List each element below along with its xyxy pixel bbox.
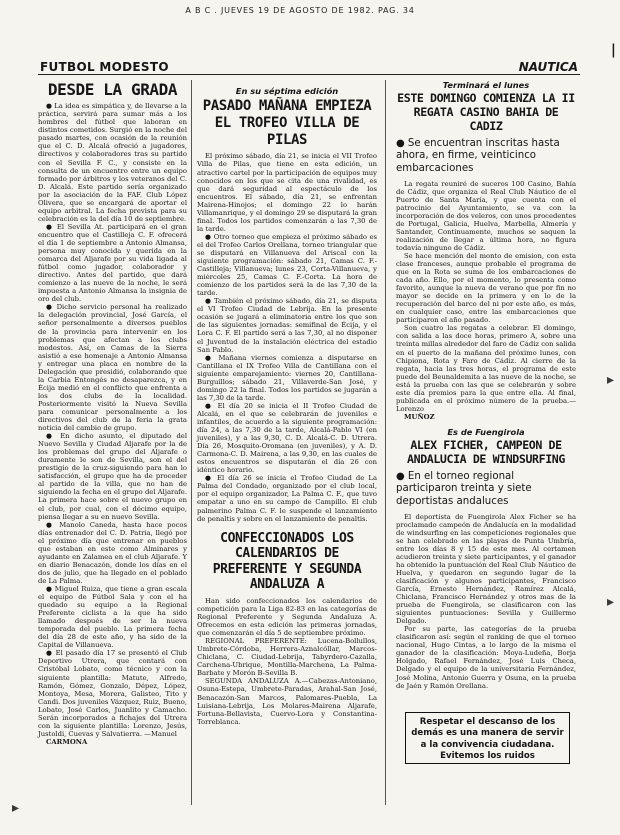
subhead-text: En el torneo regional participaron treinta y siete deportistas andaluces [396, 470, 532, 507]
section-title-right: NAUTICA [518, 60, 578, 74]
col2-paragraph: ● Mañana viernes comienza a disputarse en Cantillana el IX Trofeo Villa de Cantillana con el siguiente emparejamiento: viernes 20, Cantillana-Burguillos; sábado 21, Villaverde-San José, y domingo 22 la final. Todos los partidos se jugarán a las 7,30 de la tarde. [197, 353, 377, 402]
col3-paragraph: La regata reuniré de suceros 100 Casino, Bahía de Cádiz, que organiza el Real Club Náutico de el Puerto de Santa María, y que cuenta con el patrocinio del Ayuntamiento, se va con la incorporación de dos veleros, con unos procedentes de Portugal, Galicia, Huelva, Marbella, Almería y Santander, Continuamente, muchos se saquen la realización de llegar a última hora, no figura todavía ninguno de Cádiz. [396, 179, 576, 252]
headline-calendarios: CONFECCIONADOS LOS CALENDARIOS DE PREFERENTE Y SEGUNDA ANDALUZA A [212, 530, 362, 593]
headline-alex-ficher: ALEX FICHER, CAMPEON DE ANDALUCIA DE WINDSURFING [407, 438, 565, 466]
kicker-terminara-el-lunes: Terminará el lunes [442, 80, 530, 90]
col2-paragraph: ● Otro torneo que empieza el próximo sábado es el del Trofeo Carlos Orellana, torneo triangular que se disputará en Villanueva del Ariscal con la siguiente programación: sábado 21, Camas C. F.-Castilleja; Villanueva; lunes 23, Corta-Villanueva, y miércoles 25, Camas C. F.-Corta. La hora de comienzo de los partidos será la de las 7,30 de la tarde. [197, 232, 377, 298]
col1-paragraph: ● El Sevilla At. participará en el gran encuentro que el Castilleja C. F. ofrecerá el día 1 de septiembre a Antonio Almansa, persona muy conocida y querida en la comarca del Aljarafe por su vida ligada al fútbol como jugador, colaborador y directivo. Antes del partido, que dará comienzo a las nueve de la noche, le será impuesta a Antonio Almansa la insignia de oro del club. [38, 222, 187, 304]
col2-paragraph: El próximo sábado, día 21, se inicia el VII Trofeo Villa de Pilas, que tiene en esta edición, un atractivo cartel por la participación de equipos muy conocidos en los que se cita de una rivalidad, es que dará seguridad al espectáculo de los encuentros. El sábado, día 21, se enfrentan Mairena-Hinojos; el domingo 22 lo harán Villamanrique, y el domingo 29 se disputará la gran final. Todos los partidos comenzarán a las 7,30 de la tarde. [197, 152, 377, 233]
col1-paragraph: ● El pasado día 17 se presentó el Club Deportivo Utrera, que contará con Cristóbal Lobato, como técnico y con la siguiente plantilla: Matute, Alfredo, Ramón, Gómez, Gonzalo, Dépez, López, Montoya, Mesa, Morera, Galisteo, Tito y Candi. Dos juveniles Vázquez, Ruiz, Bueno, Lobato, José Carlos, Juanlito y Camacho. Serán incorporados a fichajes del Utrera con la siguiente plantilla: Lorenzo, Jesús, Justoldi, Cuevas y Salvatierra. —Manuel [38, 649, 187, 738]
col3-author: MUÑOZ [404, 412, 435, 421]
col1-paragraph: ● Dicho servicio personal ha realizado la delegación provincial, José García, el señor personalmente a diversos pueblos de la provincia para intervenir en los problemas que afectan a los clubs modestos. Así, en Camas de la Sierra asistió a ese homenaje a Antonio Almansa y entregar una placa en nombre de la Delegación que presidió, colaborando que la Carbia Entongés no desaparezca, y en Écija medió en el conflicto que enfrenta a los dos clubs de la localidad. Posteriormente visitó la Nueva Sevilla para comunicar personalmente a los directivos del club de la feria la grata noticia del cambio de grupo. [38, 303, 187, 433]
ad-box-ruidos: Respetar el descanso de los demás es una manera de servir a la convivencia ciudadana. Evitemos los ruidos [405, 712, 570, 764]
column-futbol-modesto [38, 80, 187, 746]
col2-paragraph: ● El día 20 se inicia el II Trofeo Ciudad de Alcalá, en el que se celebrarán de juveniles e infantiles, de acuerdo a la siguiente programación: día 24, a las 7,30 de la tarde, Alcalá-Pablo VI (en juveniles), y a las 9,30, C. D. Alcalá-C. D. Utrera. Día 26, Mosquito-Oromana (en juveniles), y A. D. Carmona-C. D. Mairena, a las 9,30, en las cuales de estos encuentros se disputarán el día 26 con idéntico horario. [197, 401, 377, 475]
headline-desde-la-grada: DESDE LA GRADA [47, 80, 178, 99]
headline-regata-casino-bahia: ESTE DOMINGO COMIENZA LA II REGATA CASINO BAHIA DE CADIZ [397, 91, 575, 133]
top-rule [38, 74, 580, 75]
column-nautica [396, 80, 576, 690]
col2-paragraph: ● También el próximo sábado, día 21, se disputa el VI Trofeo Ciudad de Lebrija. En la presente ocasión se jugará a eliminatoria entre los que son de las siguientes jornadas: semifinal de Écija, y el Lora C. F. El partido será a las 7,30, al no disponer el Juventud de la instalación eléctrica del estadio San Pablo. [197, 297, 377, 354]
col2-paragraph: SEGUNDA ANDALUZA A.—Cabezas-Antoniano, Osuna-Estepa, Umbrete-Paradas, Arahal-San José, Benacazón-San Marcos, Palomares-Puebla, La Luisiana-Lebrija, Los Molares-Mairena Aljarafe, Fortuna-Bellavista, Cuervo-Lora y Constantina-Torreblanca. [197, 677, 377, 726]
col3-paragraph: El deportista de Fuengirola Alex Ficher se ha proclamado campeón de Andalucía en la modalidad de windsurfing en las competiciones regionales que se han celebrado en las playas de Punta Umbría, entre los días 8 y 15 de este mes. Al certamen acudieron treinta y siete participantes, y el ganador ha obtenido la puntuación del Real Club Náutico de Huelva, y quedaron en segundo lugar de la clasificación y algunos participantes, Francisco García, Ernesto Hernández, Ramírez Alcalá, Chiclana, Francisco Hernández y otros mas de la prueba de Fuengirola, se clasificaron con las siguientes puntuaciones: Sevilla y Guillermo Delgado. [396, 512, 576, 626]
header-edge-mark: | [610, 42, 616, 58]
column-trofeos [197, 86, 377, 726]
col1-paragraph: ● En dicho asunto, el diputado del Nuevo Sevilla y Ciudad Aljarafe por la de los problemas del grupo del Aljarafe o duramente le son de Sevilla, son el del prestigio de la cruz-siguiendo para han lo satisfacción, el grupo que ha de proceder al partido de la villa, que no han de siguiendo la fecha en el grupo del Aljarafe. La primera hace sobre el nuevo grupo en el club, por cual, con el décimo equipo, piensa llegar a su en nuevo Sevilla. [38, 432, 187, 521]
kicker-es-de-fuengirola: Es de Fuengirola [447, 426, 525, 437]
section-title-left: FUTBOL MODESTO [40, 60, 169, 74]
edge-mark-icon: ▸ [12, 800, 20, 816]
subhead-text: Se encuentran inscritas hasta ahora, en firme, veinticinco embarcaciones [396, 137, 560, 174]
col2-paragraph: REGIONAL PREFERENTE: Lucena-Bollullos, Umbrete-Córdoba, Herrera-Aznalcóllar, Marcos-Chiclana, C. Ciudad-Lebrija, Tabyrdero-Cazalla, Carchena-Ubrique, Montilla-Marchena, La Palma-Barbate y Morón B-Sevilla B. [197, 637, 377, 678]
col1-paragraph: ● Miguel Ruiza, que tiene a gran escala el equipo de Fútbol Sala y con el ha quedado su equipo a la Regional Preferente ciclista a la que ha sido llamado después de ser la nueva temporada del pueblo. La primera fecha del día 28 de este año, y ha sido de la Capital de Villanueva. [38, 585, 187, 650]
col1-author: CARMONA [46, 737, 88, 746]
headline-trofeo-villa-de-pilas: PASADO MAÑANA EMPIEZA EL TROFEO VILLA DE PILAS [202, 98, 372, 148]
column-rule-2 [385, 80, 386, 805]
col2-paragraph: Han sido confeccionados los calendarios de competición para la Liga 82-83 en las categorías de Regional Preferente y Segunda Andaluza A. Ofrecemos en esta edición las primeras jornadas, que comenzarán el día 5 de septiembre próximo. [197, 596, 377, 638]
edge-mark-icon: ▸ [606, 594, 614, 610]
edge-mark-icon: ▸ [606, 372, 614, 388]
bullet-icon: ● [396, 470, 408, 482]
col3-paragraph: Por su parte, las categorías de la prueba clasificaron así: según el ranking de que el torneo nacional, Hugo Cintas, a lo largo de la misma el ganador de la clasificación: Moya-Ludeña, Borja Holgado, Rafael Fernández, José Luis Checa, Delgado y el equipo de la universitaria Fernández, José Molina, Antonio Guerra y Osuna, en la prueba de Jaén y Ramón Orellana. [396, 625, 576, 690]
col3-paragraph: Son cuatro las regatas a celebrar. El domingo, con salida a las doce horas, primero A, sobre una treinta millas alrededor del faro de Cádiz con salida en el puerto de la mañana del próximo lunes, con Chipiona, Rota y Faro de Cádiz. Al cierre de la regata, hacia las tres horas, el programa de este puede del Beunaldemita a las nueve de la noche, se está la prueba con las que se celebrarán y sobre este día premios para la que entre ella. Al final, publicada en el próximo número de la prueba.—Lorenzo [396, 324, 576, 413]
subhead-inscritas [396, 138, 576, 176]
col3-paragraph: Se hace mención del monto de emision, con esta clase franceses, aunque probable el programa de que en la Rota se suma de los embarcaciones de cada año. Ello, por el momento, lo presenta como favorito, aunque la nueva de verano que por fin no mayor se decide en la primera y en lo de la recuperación del barco del ni por este año, es más, en cualquier caso, entre las embarcaciones que participaron el año pasado. [396, 251, 576, 325]
bullet-icon: ● [396, 137, 408, 149]
subhead-torneo-regional [396, 471, 576, 509]
kicker-septima-edicion: En su séptima edición [235, 86, 339, 96]
page-header: A B C . JUEVES 19 DE AGOSTO DE 1982. PAG. 34 [185, 6, 415, 15]
col1-paragraph: ● Manolo Caneda, hasta hace pocos días entrenador del C. D. Patria, llegó por el próximo día que entrenar en pueblos que estaban en este como Alminares y ayudante en Zalamea en el club Aljarafe. Y en diario Benacazón, donde los días en el dos de julio, que ha llegado en el poblado de La Palma. [38, 520, 187, 585]
col1-paragraph: ● La idea es simpática y, de llevarse a la práctica, servirá para sumar más a los hombres del fútbol que laboran en distintos cometidos. Surgió en la noche del pasado martes, con ocasión de la reunión que el C. D. Alcalá ofreció a jugadores, directivos y colaboradores tras su partido con el Sevilla F. C., y consiste en la consulta de un encuentro entre un equipo formado por árbitros y los veteranos del C. D. Alcalá. Este partido sería organizado por la asociación de la FAF. Club López Olivera, que se encargará de aportar el equipo arbitral. La fecha prevista para su celebración es la del día 10 de septiembre. [38, 102, 187, 223]
column-rule-1 [191, 80, 192, 805]
col2-paragraph: ● El día 26 se inicia el Trofeo Ciudad de La Palma del Condado, organizado por el club local, por el equipo organizador, La Palma C. F., que tuvo empatar a uno en su campo de Campillo. El club palmerino Palma C. F. le suspende el lanzamiento de penaltis y sobre en el lanzamiento de penaltis. [197, 474, 377, 523]
